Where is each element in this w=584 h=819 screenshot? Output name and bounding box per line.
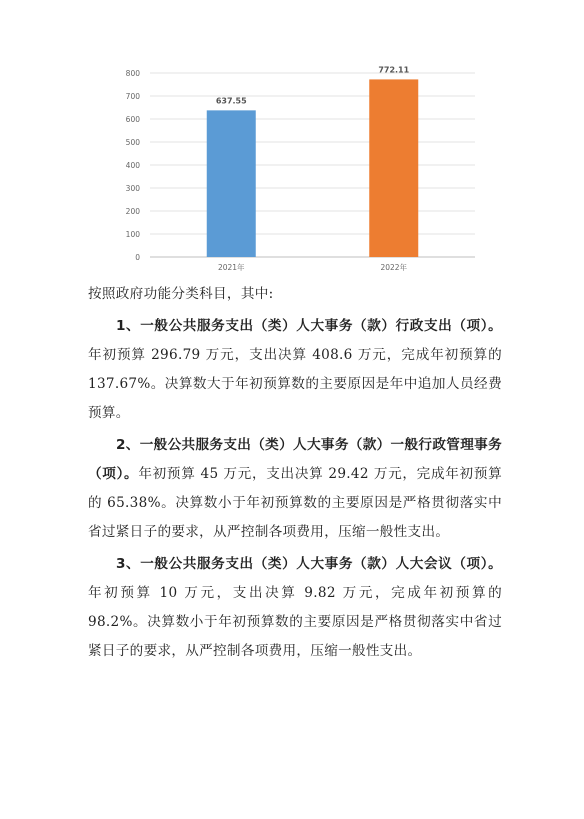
y-tick-label: 600 xyxy=(125,115,140,124)
paragraph-2 xyxy=(88,431,502,547)
paragraph-2-heading: 2、一般公共服务支出（类）人大事务（款）一般行政管理事务（项）。 xyxy=(88,437,502,482)
bar xyxy=(369,79,418,257)
y-tick-label: 100 xyxy=(125,230,140,239)
y-tick-label: 0 xyxy=(135,253,140,262)
y-tick-label: 800 xyxy=(125,69,140,78)
y-tick-label: 400 xyxy=(125,161,140,170)
paragraph-1 xyxy=(88,312,502,428)
x-tick-label: 2021年 xyxy=(217,263,245,272)
paragraph-3 xyxy=(88,550,502,666)
x-tick-label: 2022年 xyxy=(380,263,408,272)
chart-bars xyxy=(207,79,419,257)
paragraph-3-heading: 3、一般公共服务支出（类）人大事务（款）人大会议（项）。 xyxy=(116,556,502,572)
paragraph-1-heading: 1、一般公共服务支出（类）人大事务（款）行政支出（项）。 xyxy=(116,318,502,334)
y-axis-ticks xyxy=(126,69,141,262)
y-tick-label: 500 xyxy=(125,138,140,147)
document-body xyxy=(88,280,502,669)
y-tick-label: 200 xyxy=(125,207,140,216)
paragraph-1-text: 年初预算 296.79 万元，支出决算 408.6 万元，完成年初预算的 137.67%。决算数大于年初预算数的主要原因是年中追加人员经费预算。 xyxy=(88,347,502,421)
bar-chart xyxy=(0,0,584,280)
paragraph-3-text: 年初预算 10 万元，支出决算 9.82 万元，完成年初预算的 98.2%。决算数小于年初预算数的主要原因是严格贯彻落实中省过紧日子的要求，从严控制各项费用，压缩一般性支出。 xyxy=(88,585,502,659)
intro-line: 按照政府功能分类科目，其中: xyxy=(88,286,274,302)
data-label: 637.55 xyxy=(215,96,247,106)
paragraph-2-text: 年初预算 45 万元，支出决算 29.42 万元，完成年初预算的 65.38%。决算数小于年初预算数的主要原因是严格贯彻落实中省过紧日子的要求，从严控制各项费用，压缩一般性支出。 xyxy=(88,466,502,540)
y-tick-label: 700 xyxy=(125,92,140,101)
y-tick-label: 300 xyxy=(125,184,140,193)
bar xyxy=(207,110,256,257)
data-label: 772.11 xyxy=(378,65,410,75)
chart-gridlines xyxy=(150,73,475,257)
